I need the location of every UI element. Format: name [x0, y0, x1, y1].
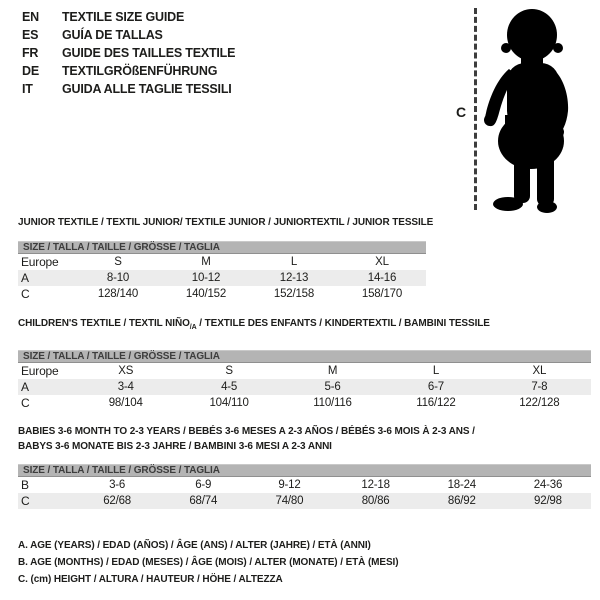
size-header-bar: SIZE / TALLA / TAILLE / GRÖSSE / TAGLIA [18, 241, 426, 254]
title-line: BABIES 3-6 MONTH TO 2-3 YEARS / BEBÉS 3-6 MESES A 2-3 AÑOS / BÉBÉS 3-6 MOIS À 2-3 ANS / [18, 426, 475, 437]
footnote-a: A. AGE (YEARS) / EDAD (AÑOS) / ÂGE (ANS) / ALTER (JAHRE) / ETÀ (ANNI) [18, 540, 371, 551]
table-row [18, 493, 591, 509]
row-label: C [21, 494, 30, 508]
size-cell: 6-9 [195, 479, 212, 491]
title-part: CHILDREN'S TEXTILE / TEXTIL NIÑO [18, 318, 190, 329]
lang-row-en [22, 8, 235, 26]
row-label: C [21, 396, 30, 410]
lang-title: GUIDA ALLE TAGLIE TESSILI [62, 82, 232, 96]
junior-textile-section [18, 217, 434, 302]
size-cell: 122/128 [519, 397, 560, 409]
childrens-size-table [18, 350, 591, 411]
size-cell: 5-6 [324, 381, 341, 393]
size-cell: 12-13 [279, 272, 309, 284]
measure-label-c: C [456, 104, 467, 120]
lang-code: ES [22, 28, 39, 42]
size-cell: 8-10 [106, 272, 130, 284]
size-cell: 3-6 [109, 479, 126, 491]
footnote-c: C. (cm) HEIGHT / ALTURA / HAUTEUR / HÖHE / ALTEZZA [18, 574, 283, 585]
size-header-bar: SIZE / TALLA / TAILLE / GRÖSSE / TAGLIA [18, 350, 591, 363]
row-label: B [21, 478, 29, 492]
lang-title: GUIDE DES TAILLES TEXTILE [62, 46, 236, 60]
lang-title: TEXTILE SIZE GUIDE [62, 10, 185, 24]
size-cell: 14-16 [367, 272, 397, 284]
size-cell: 80/86 [361, 495, 390, 507]
size-cell: S [225, 365, 233, 377]
table-row [18, 270, 426, 286]
size-cell: 7-8 [531, 381, 548, 393]
size-cell: 6-7 [427, 381, 444, 393]
size-cell: 92/98 [534, 495, 562, 507]
size-cell: 86/92 [447, 495, 476, 507]
size-cell: 74/80 [275, 495, 304, 507]
footnote-b: B. AGE (MONTHS) / EDAD (MESES) / ÂGE (MOIS) / ALTER (MONATE) / ETÀ (MESI) [18, 557, 399, 568]
size-cell: 68/74 [189, 495, 218, 507]
babies-size-table [18, 464, 591, 509]
row-label: A [21, 271, 29, 285]
size-cell: 9-12 [278, 479, 301, 491]
size-cell: 3-4 [117, 381, 134, 393]
size-cell: 24-36 [533, 479, 563, 491]
table-row [18, 286, 426, 302]
language-guide-list [22, 8, 235, 98]
size-cell: 104/110 [209, 397, 249, 409]
title-line: BABYS 3-6 MONATE BIS 2-3 JAHRE / BAMBINI 3-6 MESI A 2-3 ANNI [18, 441, 332, 452]
baby-silhouette-image [481, 7, 581, 213]
lang-row-es [22, 26, 235, 44]
size-cell: 152/158 [273, 288, 315, 300]
lang-code: EN [22, 10, 39, 24]
size-cell: 158/170 [361, 288, 403, 300]
size-cell: 10-12 [191, 272, 221, 284]
lang-title: GUÍA DE TALLAS [62, 28, 163, 42]
lang-code: FR [22, 46, 39, 60]
size-cell: 18-24 [447, 479, 476, 491]
size-cell: 4-5 [221, 381, 238, 393]
table-row [18, 395, 591, 411]
lang-row-it [22, 80, 235, 98]
size-cell: M [327, 365, 338, 377]
table-row [18, 379, 591, 395]
footnotes-block [18, 537, 398, 588]
section-title: JUNIOR TEXTILE / TEXTIL JUNIOR/ TEXTILE JUNIOR / JUNIORTEXTIL / JUNIOR TESSILE [18, 217, 434, 228]
lang-code: IT [22, 82, 33, 96]
size-cell: L [432, 365, 440, 377]
size-cell: 12-18 [361, 479, 390, 491]
lang-row-de [22, 62, 235, 80]
size-cell: 140/152 [185, 288, 227, 300]
lang-title: TEXTILGRÖßENFÜHRUNG [62, 64, 218, 78]
babies-textile-section [18, 424, 591, 509]
row-label: A [21, 380, 29, 394]
row-label: C [21, 287, 30, 301]
size-cell: 128/140 [97, 288, 139, 300]
size-cell: XL [532, 365, 547, 377]
row-label: Europe [21, 364, 59, 378]
size-cell: 62/68 [103, 495, 131, 507]
size-cell: 116/122 [416, 397, 456, 409]
size-cell: S [114, 256, 122, 268]
lang-row-fr [22, 44, 235, 62]
height-measure-dashed-line [474, 8, 477, 210]
title-part: / TEXTILE DES ENFANTS / KINDERTEXTIL / BAMBINI TESSILE [196, 318, 490, 329]
size-header-bar: SIZE / TALLA / TAILLE / GRÖSSE / TAGLIA [18, 464, 591, 477]
section-title [18, 424, 591, 454]
section-title [18, 318, 591, 334]
size-cell: XL [375, 256, 389, 268]
title-subscript: /A [189, 324, 197, 331]
lang-code: DE [22, 64, 39, 78]
size-cell: 110/116 [313, 397, 352, 409]
table-row [18, 254, 426, 270]
size-cell: XS [118, 365, 134, 377]
size-cell: 98/104 [108, 397, 143, 409]
table-row [18, 477, 591, 493]
table-row [18, 363, 591, 379]
childrens-textile-section [18, 318, 591, 411]
junior-size-table [18, 241, 426, 302]
row-label: Europe [21, 255, 59, 269]
size-cell: M [201, 256, 211, 268]
size-cell: L [290, 256, 298, 268]
